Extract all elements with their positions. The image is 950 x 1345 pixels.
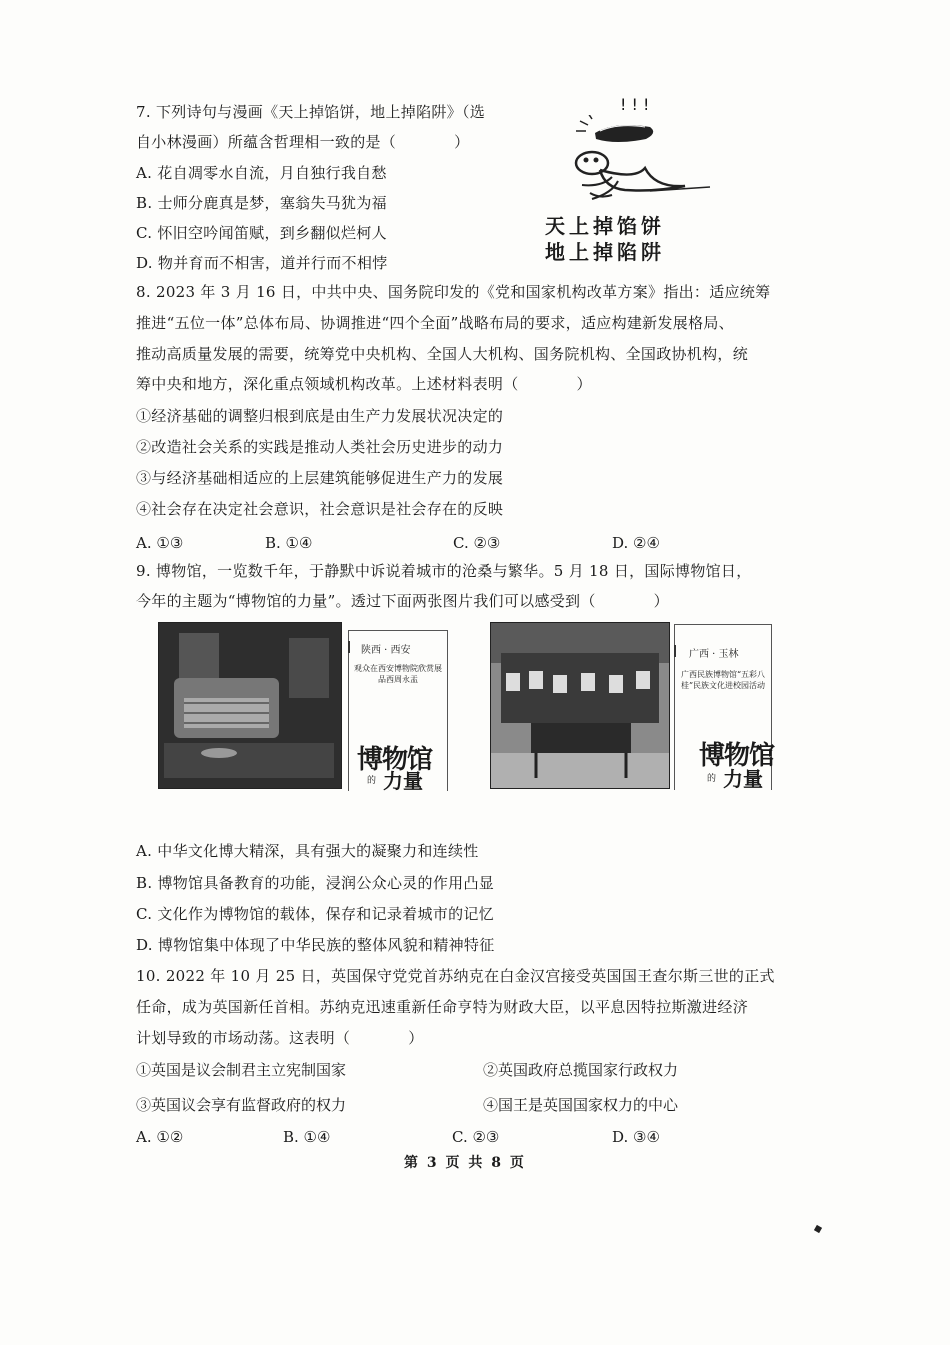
q8-stem-line2: 推进“五位一体”总体布局、协调推进“四个全面”战略布局的要求，适应构建新发展格局、	[136, 314, 734, 332]
q7-option-a: A. 花自凋零水自流，月自独行我自愁	[136, 164, 387, 182]
q10-statement-1: ①英国是议会制君主立宪制国家	[136, 1061, 347, 1079]
q10-stem-line3	[136, 1028, 424, 1048]
poster-brush-title-xian: 博物馆	[357, 745, 433, 775]
poster-brush-of-yulin: 的	[707, 774, 717, 784]
q8-stem-line3: 推动高质量发展的需要，统筹党中央机构、全国人大机构、国务院机构、全国政协机构，统	[136, 345, 749, 363]
q10-statement-3: ③英国议会享有监督政府的权力	[136, 1096, 347, 1114]
q10-stem-line2: 任命，成为英国新任首相。苏纳克迅速重新任命亨特为财政大臣，以平息因特拉斯激进经济	[136, 998, 749, 1016]
poster-brush-power-xian: 力量	[383, 769, 423, 793]
q8-stem-line1: 8. 2023 年 3 月 16 日，中共中央、国务院印发的《党和国家机构改革方案》指出：适应统筹	[136, 283, 771, 301]
q8-stem-line4	[136, 374, 592, 394]
poster-brush-of-xian: 的	[367, 776, 377, 786]
poster-card-xian	[348, 630, 448, 791]
bronze-vessel-drawing	[159, 623, 341, 788]
q9-option-c: C. 文化作为博物馆的载体，保存和记录着城市的记忆	[136, 905, 494, 923]
q8-paren-close: ）	[576, 375, 592, 393]
q8-statement-3: ③与经济基础相适应的上层建筑能够促进生产力的发展	[136, 469, 504, 487]
q9-paren-close: ）	[653, 592, 669, 610]
q8-option-a: A. ①③	[136, 534, 184, 552]
scan-speck	[814, 1225, 822, 1233]
q9-option-a: A. 中华文化博大精深，具有强大的凝聚力和连续性	[136, 842, 479, 860]
q7-option-c: C. 怀旧空吟闻笛赋，到乡翻似烂柯人	[136, 224, 387, 242]
q7-stem-line1: 7. 下列诗句与漫画《天上掉馅饼，地上掉陷阱》（选	[136, 103, 486, 121]
q8-option-b: B. ①④	[265, 534, 313, 552]
poster-brush-title-yulin: 博物馆	[699, 741, 775, 771]
q10-option-a: A. ①②	[136, 1128, 184, 1146]
page-footer: 第 3 页 共 8 页	[404, 1155, 526, 1171]
poster-card-yulin	[674, 624, 775, 791]
q8-stem-line4-text: 筹中央和地方，深化重点领域机构改革。上述材料表明（	[136, 375, 519, 393]
q9-stem-line2-text: 今年的主题为“博物馆的力量”。透过下面两张图片我们可以感受到（	[136, 592, 596, 610]
poster-location-yulin: 广西 · 玉林	[689, 649, 739, 660]
q9-stem-line2	[136, 591, 669, 611]
q9-stem-line1: 9. 博物馆，一览数千年，于静默中诉说着城市的沧桑与繁华。5 月 18 日，国际博物馆日，	[136, 562, 752, 580]
q8-option-c: C. ②③	[453, 534, 501, 552]
q8-statement-1: ①经济基础的调整归根到底是由生产力发展状况决定的	[136, 407, 504, 425]
poster-brush-power-yulin: 力量	[723, 767, 763, 791]
card-marker	[348, 641, 350, 653]
students-photo	[490, 622, 670, 789]
q10-option-b: B. ①④	[283, 1128, 331, 1146]
q9-option-d: D. 博物馆集中体现了中华民族的整体风貌和精神特征	[136, 936, 495, 954]
q9-option-b: B. 博物馆具备教育的功能，浸润公众心灵的作用凸显	[136, 874, 495, 892]
q8-option-d: D. ②④	[612, 534, 660, 552]
q8-statement-4: ④社会存在决定社会意识，社会意识是社会存在的反映	[136, 500, 504, 518]
q10-option-d: D. ③④	[612, 1128, 660, 1146]
comic-exclamation-marks: ! ! !	[620, 95, 650, 114]
museum-poster-xian	[158, 622, 448, 792]
poster-caption-xian: 观众在西安博物院欣赏展品西周永盂	[354, 664, 442, 684]
bronze-vessel-photo	[158, 622, 342, 789]
q7-stem-line2	[136, 132, 469, 152]
comic-figure-drawing	[540, 115, 740, 225]
q7-option-d: D. 物并育而不相害，道并行而不相悖	[136, 254, 388, 272]
q8-statement-2: ②改造社会关系的实践是推动人类社会历史进步的动力	[136, 438, 504, 456]
q10-stem-line1: 10. 2022 年 10 月 25 日，英国保守党党首苏纳克在白金汉宫接受英国国王查尔斯三世的正式	[136, 967, 775, 985]
poster-caption-yulin: 广西民族博物馆“五彩八桂”民族文化进校园活动	[680, 670, 766, 690]
q10-statement-2: ②英国政府总揽国家行政权力	[483, 1061, 679, 1079]
museum-poster-yulin	[490, 622, 790, 792]
q7-paren-close: ）	[454, 133, 470, 151]
comic-caption-line1: 天上掉馅饼	[545, 214, 665, 238]
q7-option-b: B. 士师分鹿真是梦，塞翁失马犹为福	[136, 194, 387, 212]
q10-statement-4: ④国王是英国国家权力的中心	[483, 1096, 679, 1114]
poster-location-xian: 陕西 · 西安	[361, 645, 411, 656]
q7-stem-line2-text: 自小林漫画）所蕴含哲理相一致的是（	[136, 133, 397, 151]
students-activity-drawing	[491, 623, 669, 788]
q10-paren-close: ）	[408, 1029, 424, 1047]
q10-option-c: C. ②③	[452, 1128, 500, 1146]
card-marker	[674, 645, 676, 657]
comic-caption-line2: 地上掉陷阱	[545, 240, 665, 264]
q10-stem-line3-text: 计划导致的市场动荡。这表明（	[136, 1029, 351, 1047]
